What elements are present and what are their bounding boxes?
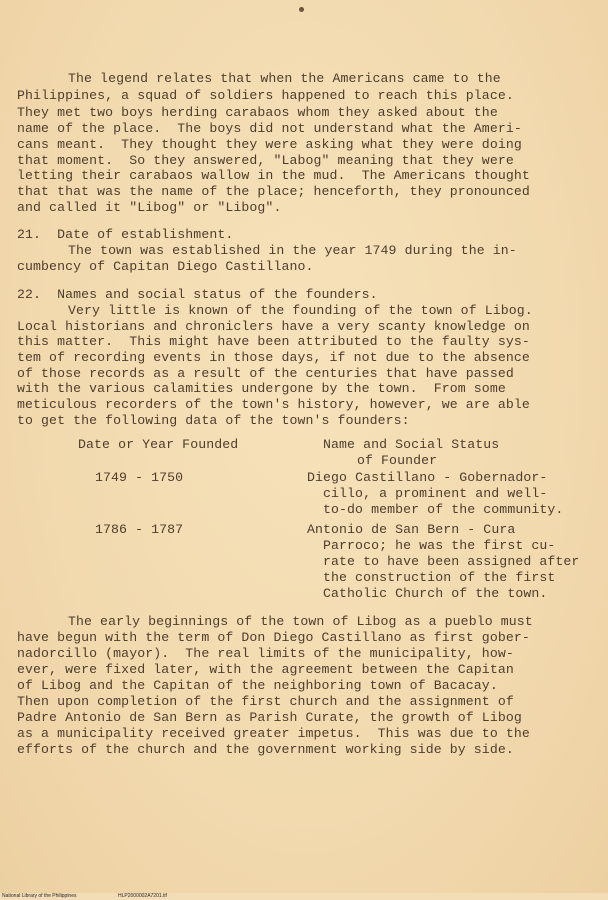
page-mark <box>299 7 304 12</box>
table-row-desc: Diego Castillano - Gobernador- <box>307 470 548 485</box>
section22-line: Local historians and chroniclers have a very scanty knowledge on <box>17 319 530 334</box>
table-header-name: of Founder <box>357 453 438 468</box>
final-paragraph-line: have begun with the term of Don Diego Castillano as first gober- <box>17 630 530 645</box>
section21-line: cumbency of Capitan Diego Castillano. <box>17 259 314 274</box>
table-header-name: Name and Social Status <box>323 437 500 452</box>
paragraph1-line: that moment. So they answered, "Labog" meaning that they were <box>17 153 514 168</box>
final-paragraph-line: nadorcillo (mayor). The real limits of the municipality, how- <box>17 646 514 661</box>
table-row-date: 1786 - 1787 <box>95 522 184 537</box>
paragraph1-line: Philippines, a squad of soldiers happened to reach this place. <box>17 88 514 103</box>
section22-line: Very little is known of the founding of the town of Libog. <box>68 303 533 318</box>
table-row-desc: Antonio de San Bern - Cura <box>307 522 516 537</box>
section21-line: The town was established in the year 1749 during the in- <box>68 243 517 258</box>
paragraph1-line: and called it "Libog" or "Libog". <box>17 200 282 215</box>
section22-line: meticulous recorders of the town's history, however, we are able <box>17 397 530 412</box>
paragraph1-line: that that was the name of the place; henceforth, they pronounced <box>17 184 530 199</box>
table-header-date: Date or Year Founded <box>78 437 239 452</box>
table-row-desc: to-do member of the community. <box>323 502 564 517</box>
final-paragraph-line: The early beginnings of the town of Libog as a pueblo must <box>68 614 533 629</box>
section22-line: this matter. This might have been attributed to the faulty sys- <box>17 334 530 349</box>
file-id: HLP2000002A7201.tif <box>118 893 167 899</box>
final-paragraph-line: ever, were fixed later, with the agreement between the Capitan <box>17 662 514 677</box>
final-paragraph-line: Padre Antonio de San Bern as Parish Curate, the growth of Libog <box>17 710 522 725</box>
section22-line: tem of recording events in those days, if not due to the absence <box>17 350 530 365</box>
final-paragraph-line: of Libog and the Capitan of the neighboring town of Bacacay. <box>17 678 498 693</box>
library-credit: National Library of the Philippines <box>2 893 77 899</box>
section22-line: of those records as a result of the centuries that have passed <box>17 366 514 381</box>
table-row-desc: cillo, a prominent and well- <box>323 486 548 501</box>
paragraph1-line: The legend relates that when the Americans came to the <box>68 71 501 86</box>
paragraph1-line: cans meant. They thought they were asking what they were doing <box>17 137 522 152</box>
section21-heading: 21. Date of establishment. <box>17 227 234 242</box>
scan-footer <box>0 893 608 900</box>
paragraph1-line: They met two boys herding carabaos whom they asked about the <box>17 105 498 120</box>
section22-line: with the various calamities undergone by the town. From some <box>17 381 506 396</box>
section22-line: to get the following data of the town's founders: <box>17 413 410 428</box>
final-paragraph-line: Then upon completion of the first church and the assignment of <box>17 694 514 709</box>
table-row-desc: the construction of the first <box>323 570 556 585</box>
table-row-desc: Parroco; he was the first cu- <box>323 538 556 553</box>
final-paragraph-line: efforts of the church and the government working side by side. <box>17 742 514 757</box>
paragraph1-line: name of the place. The boys did not understand what the Ameri- <box>17 121 522 136</box>
table-row-desc: Catholic Church of the town. <box>323 586 548 601</box>
paragraph1-line: letting their carabaos wallow in the mud. The Americans thought <box>17 168 530 183</box>
section22-heading: 22. Names and social status of the founders. <box>17 287 378 302</box>
table-row-date: 1749 - 1750 <box>95 470 184 485</box>
table-row-desc: rate to have been assigned after <box>323 554 580 569</box>
final-paragraph-line: as a municipality received greater impetus. This was due to the <box>17 726 530 741</box>
